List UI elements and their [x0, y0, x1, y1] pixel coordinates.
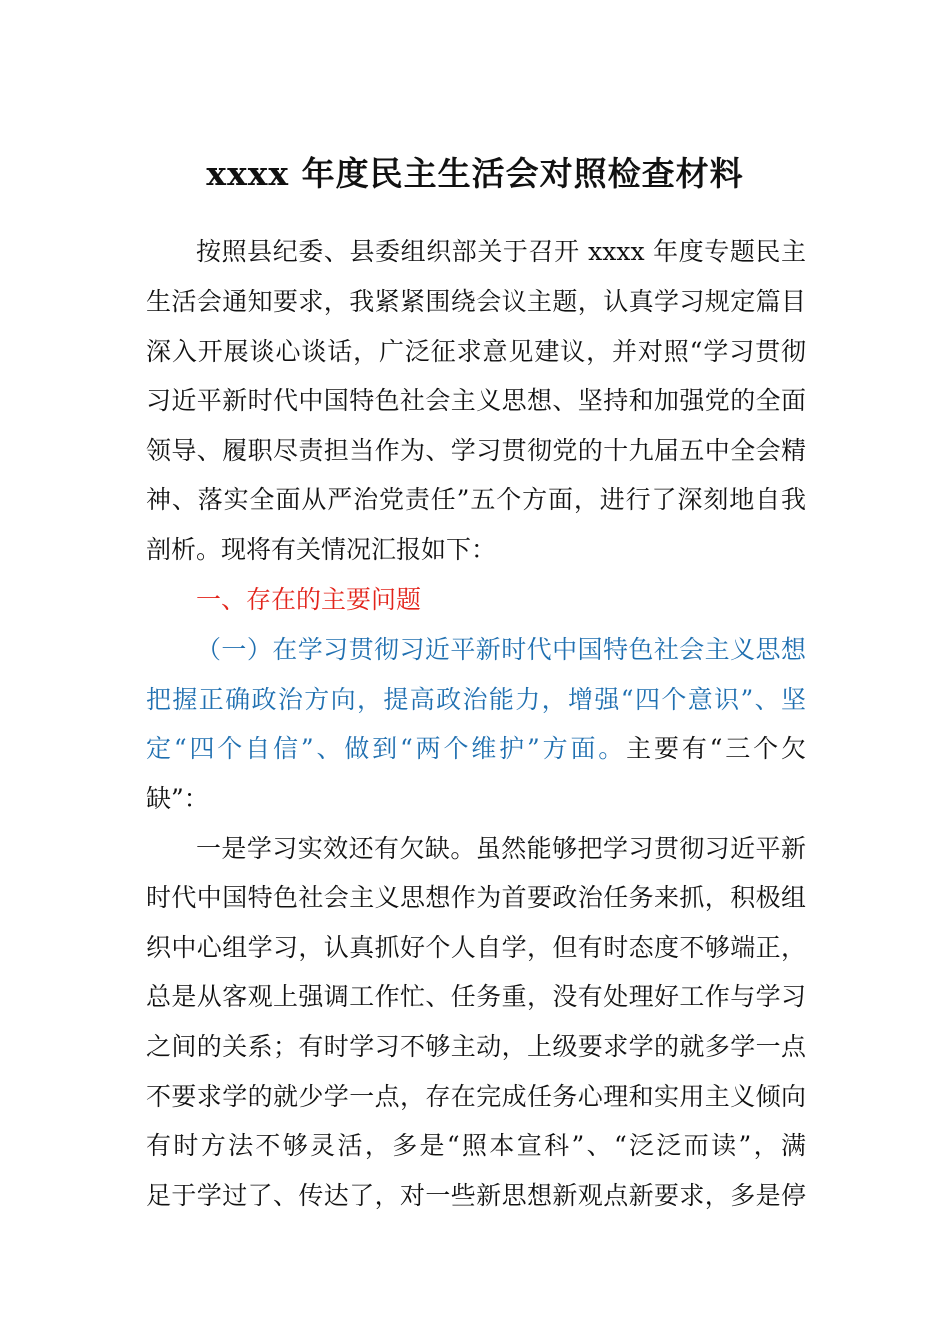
intro-line: 深入开展谈心谈话，广泛征求意见建议，并对照“学习贯彻 — [146, 337, 806, 366]
section-heading: 一、存在的主要问题 — [196, 585, 422, 614]
body-line: 时代中国特色社会主义思想作为首要政治任务来抓，积极组 — [146, 883, 806, 912]
body-line: 之间的关系；有时学习不够主动，上级要求学的就多学一点 — [146, 1032, 806, 1061]
body-line: 不要求学的就少学一点，存在完成任务心理和实用主义倾向 — [146, 1082, 806, 1111]
body-line: 织中心组学习，认真抓好个人自学，但有时态度不够端正， — [146, 933, 806, 962]
intro-line: 神、落实全面从严治党责任”五个方面，进行了深刻地自我 — [146, 485, 806, 514]
subsection-heading-line — [146, 729, 806, 769]
body-line: 足于学过了、传达了，对一些新思想新观点新要求，多是停 — [146, 1181, 806, 1210]
subsection-heading-tail: 定“四个自信”、做到“两个维护”方面。 — [146, 734, 627, 763]
intro-line: 按照县纪委、县委组织部关于召开 xxxx 年度专题民主 — [196, 237, 806, 266]
body-line: 有时方法不够灵活，多是“照本宣科”、“泛泛而读”，满 — [146, 1131, 806, 1160]
subsection-lead-text: 缺”： — [146, 784, 209, 813]
subsection-heading-line: 把握正确政治方向，提高政治能力，增强“四个意识”、坚 — [146, 685, 806, 714]
document-title: xxxx 年度民主生活会对照检查材料 — [206, 154, 744, 193]
subsection-lead-text: 主要有“三个欠 — [626, 734, 806, 763]
intro-line: 剖析。现将有关情况汇报如下： — [146, 535, 497, 564]
intro-line: 生活会通知要求，我紧紧围绕会议主题，认真学习规定篇目 — [146, 287, 806, 316]
subsection-heading-line: （一）在学习贯彻习近平新时代中国特色社会主义思想 — [196, 635, 806, 664]
body-line: 一是学习实效还有欠缺。虽然能够把学习贯彻习近平新 — [196, 834, 806, 863]
body-line: 总是从客观上强调工作忙、任务重，没有处理好工作与学习 — [146, 982, 806, 1011]
intro-line: 领导、履职尽责担当作为、学习贯彻党的十九届五中全会精 — [146, 436, 806, 465]
intro-line: 习近平新时代中国特色社会主义思想、坚持和加强党的全面 — [146, 386, 806, 415]
